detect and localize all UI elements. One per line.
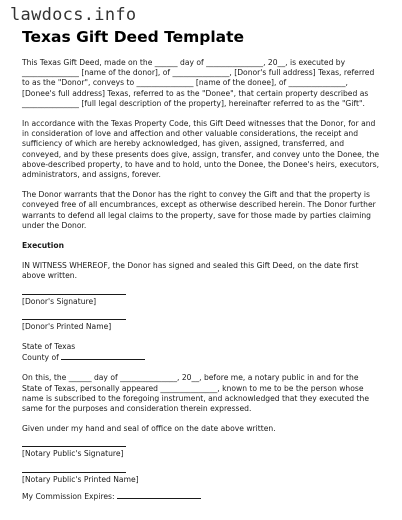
document-body (22, 58, 380, 512)
notary-signature-line[interactable] (22, 446, 126, 447)
execution-heading: Execution (22, 241, 64, 251)
document-title: Texas Gift Deed Template (22, 28, 245, 46)
county-label: County of (22, 353, 59, 363)
notary-signature-label: [Notary Public's Signature] (22, 449, 124, 459)
donor-printed-name-label: [Donor's Printed Name] (22, 321, 112, 331)
state-line: State of Texas (22, 342, 76, 352)
commission-expires (22, 491, 380, 502)
witness-paragraph: IN WITNESS WHEREOF, the Donor has signed and sealed this Gift Deed, on the date first above written. (22, 261, 359, 281)
donor-printed-name-line[interactable] (22, 319, 126, 320)
notary-printed-name-line[interactable] (22, 472, 126, 473)
notary-printed-name-label: [Notary Public's Printed Name] (22, 474, 139, 484)
notary-signature-block (22, 446, 380, 459)
donor-signature-line[interactable] (22, 294, 126, 295)
commission-blank[interactable] (117, 491, 201, 499)
notary-printed-name-block (22, 472, 380, 485)
donor-printed-name-block (22, 319, 380, 332)
intro-paragraph: This Texas Gift Deed, made on the ______ day of _______________, 20__, is executed by _______________ [name of the donor], of _______________, [Donor's full address] Texas, referred to as the "Donor", conveys to _______________ [name of the donee], of _______________, [Donee's full address] Texas, referred to as the "Donee", that certain property described as _______________ [full legal description of the property], hereinafter referred to as the "Gift". (22, 58, 375, 108)
consideration-paragraph: In accordance with the Texas Property Code, this Gift Deed witnesses that the Donor, for and in consideration of love and affection and other valuable considerations, the receipt and sufficiency of which are hereby acknowledged, has given, assigned, transferred, and conveyed, and by these presents does give, assign, transfer, and convey unto the Donee, the above-described property, to have and to hold, unto the Donee, the Donee's heirs, executors, administrators, and assigns, forever. (22, 119, 380, 180)
acknowledgment-paragraph: On this, the ______ day of _______________, 20__, before me, a notary public in and for the State of Texas, personally appeared _______________, known to me to be the person whose name is subscribed to the foregoing instrument, and acknowledged that they executed the same for the purposes and consideration therein expressed. (22, 373, 370, 414)
warranty-paragraph: The Donor warrants that the Donor has the right to convey the Gift and that the property is conveyed free of all encumbrances, except as otherwise described herein. The Donor further warrants to defend all legal claims to the property, save for those made by parties claiming under the Donor. (22, 190, 376, 230)
commission-label: My Commission Expires: (22, 491, 115, 501)
site-logo-text: lawdocs.info (10, 5, 137, 25)
county-blank[interactable] (61, 352, 145, 360)
given-under-hand-paragraph: Given under my hand and seal of office on the date above written. (22, 424, 276, 434)
notary-venue (22, 342, 380, 363)
donor-signature-block (22, 294, 380, 307)
donor-signature-label: [Donor's Signature] (22, 296, 97, 306)
